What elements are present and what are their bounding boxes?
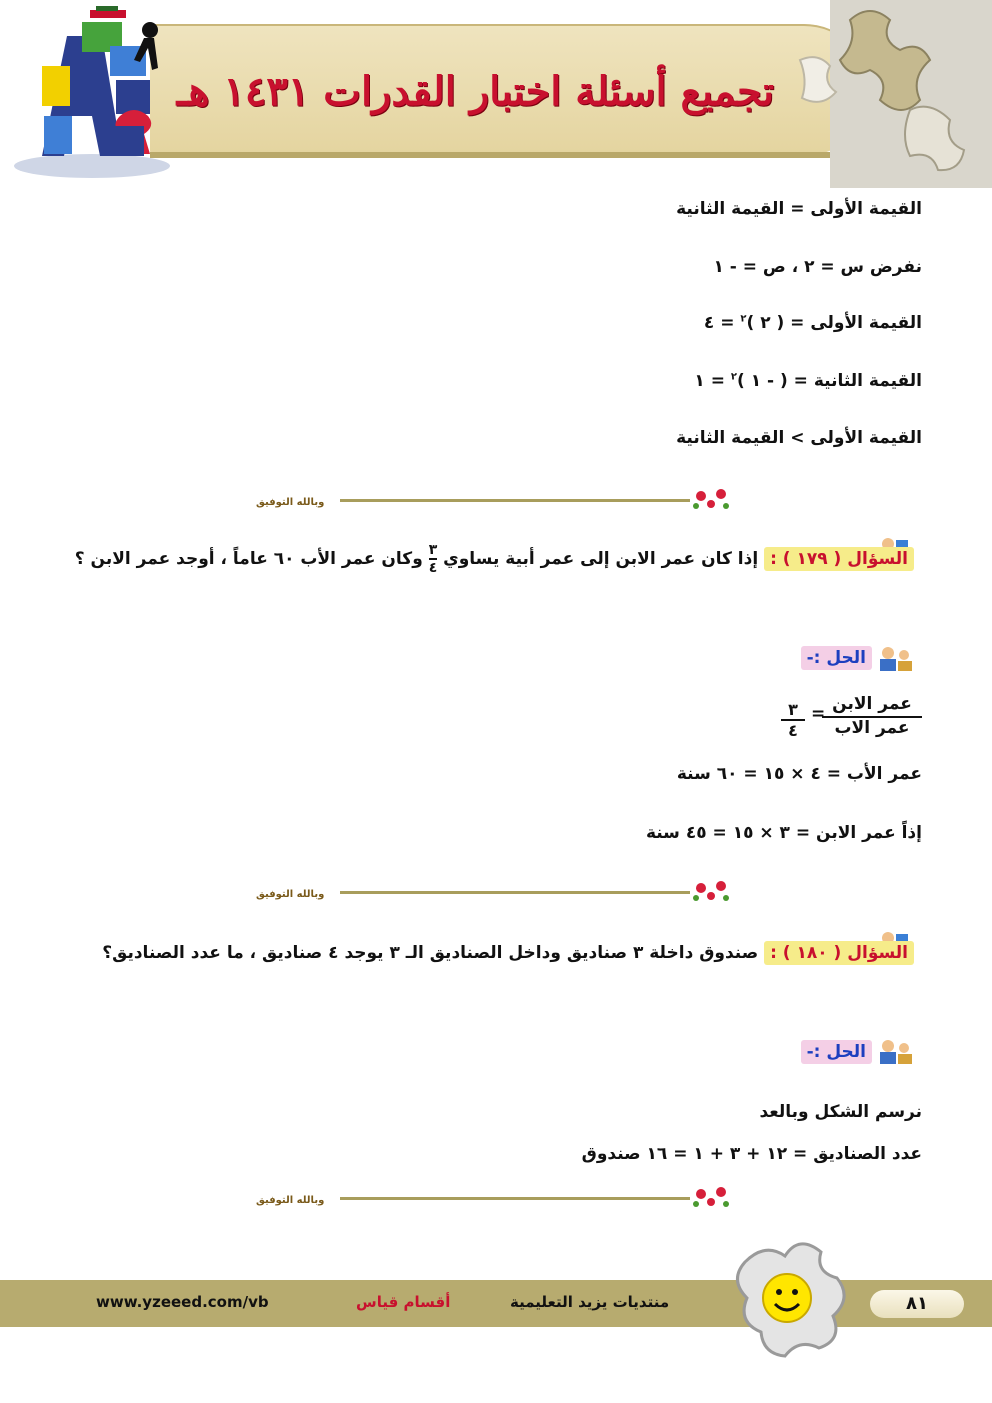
inline-fraction [429,542,438,576]
solution-line: عمر الأب = ٤ × ١٥ = ٦٠ سنة [676,764,922,784]
banner-underline [150,152,850,158]
divider-text: وبالله التوفيق [256,497,325,508]
divider-rule [256,484,736,514]
solution-line-tail: = ٤ [703,313,741,333]
divider-rule [256,876,736,906]
equation-numerator: عمر الابن [822,694,922,718]
students-icon [876,1038,914,1066]
equation-rhs-numerator: ٣ [781,700,805,721]
question-179 [69,536,914,582]
solution-line [694,371,922,391]
question-text: صندوق داخلة ٣ صناديق وداخل الصناديق الـ ٣ يوجد ٤ صناديق ، ما عدد الصناديق؟ [102,943,765,963]
question-text-continued: وكان عمر الأب ٦٠ عاماً ، أوجد عمر الابن ؟ [74,549,429,569]
fraction-numerator: ٣ [428,542,438,558]
solution-line-tail: = ١ [694,371,731,391]
fraction-denominator: ٤ [428,560,438,576]
equation-lhs-fraction [822,694,922,738]
letter-blocks-logo-icon [12,6,182,181]
solution-line: إذاً عمر الابن = ٣ × ١٥ = ٤٥ سنة [645,823,922,843]
equation-sign: = [811,704,826,724]
question-label: السؤال ( ١٧٩ ) : [764,547,914,571]
divider-rule [256,1182,736,1212]
flower-icon [693,1187,729,1207]
equation-denominator: عمر الاب [834,718,910,738]
question-label: السؤال ( ١٨٠ ) : [764,941,914,965]
header [0,0,992,188]
page-number: ٨١ [870,1290,964,1318]
solution-line: القيمة الأولى > القيمة الثانية [676,428,922,448]
question-text: إذا كان عمر الابن إلى عمر أبية يساوي [443,549,765,569]
equation-rhs-denominator: ٤ [788,721,798,740]
divider-text: وبالله التوفيق [256,889,325,900]
solution-line-text: القيمة الثانية = ( - ١ ) [736,371,922,391]
exponent: ٢ [740,313,747,325]
solution-line: نرسم الشكل وبالعد [759,1102,922,1122]
solution-line [704,313,922,333]
footer-section: أقسام قياس [356,1293,451,1311]
solution-line: عدد الصناديق = ١٢ + ٣ + ١ = ١٦ صندوق [581,1144,922,1164]
page-title: تجميع أسئلة اختبار القدرات ١٤٣١ هـ [176,68,774,115]
divider-text: وبالله التوفيق [256,1195,325,1206]
question-180 [69,930,914,976]
footer-url[interactable]: www.yzeeed.com/vb [96,1293,269,1311]
solution-label: الحل :- [801,1042,872,1062]
smiley-puzzle-icon [725,1232,855,1367]
solution-line: القيمة الأولى = القيمة الثانية [676,199,922,219]
equation-rhs-fraction [781,700,805,740]
solution-label: الحل :- [801,648,872,668]
solution-line-text: القيمة الأولى = ( ٢ ) [746,313,922,333]
footer-forum-name: منتديات يزيد التعليمية [510,1293,670,1311]
exponent: ٢ [730,371,737,383]
flower-icon [693,489,729,509]
solution-line: نفرض س = ٢ ، ص = - ١ [713,257,922,277]
students-icon [876,645,914,673]
flower-icon [693,881,729,901]
puzzle-corner-icon [790,0,992,188]
